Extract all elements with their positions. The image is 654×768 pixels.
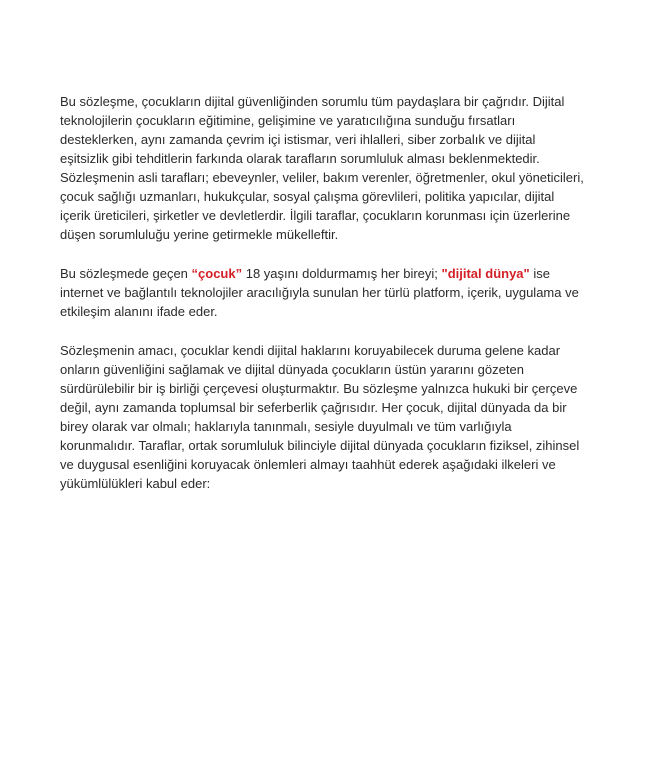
term-digital-world: "dijital dünya" [441,266,530,281]
term-child: “çocuk” [191,266,243,281]
paragraph-aim: Sözleşmenin amacı, çocuklar kendi dijital haklarını koruyabilecek duruma gelene kadar onların güvenliğini sağlamak ve dijital dünyada çocukların üstün yararını gözeten sürdürülebilir bir iş birliği çerçevesi oluşturmaktır. Bu sözleşme yalnızca hukuki bir çerçeve değil, aynı zamanda toplumsal bir seferberlik çağrısıdır. Her çocuk, dijital dünyada da bir birey olarak var olmalı; haklarıyla tanınmalı, sesiyle duyulmalı ve tüm varlığıyla korunmalıdır. Taraflar, ortak sorumluluk bilinciyle dijital dünyada çocukların fiziksel, zihinsel ve duygusal esenliğini koruyacak önlemleri almayı taahhüt ederek aşağıdaki ilkeleri ve yükümlülükleri kabul eder: [60,343,580,491]
definition-text-3: ise internet ve bağlantılı teknolojiler aracılığıyla sunulan her türlü platform, içerik, uygulama ve etkileşim alanını ifade eder. [60,266,579,319]
paragraph-definitions [60,264,584,321]
definition-text-2: 18 yaşını doldurmamış her bireyi; [242,266,442,281]
definition-text-1: Bu sözleşmede geçen [60,266,192,281]
paragraph-purpose-call: Bu sözleşme, çocukların dijital güvenliğinden sorumlu tüm paydaşlara bir çağrıdır. Dijital teknolojilerin çocukların eğitimine, gelişimine ve yaratıcılığına sunduğu fırsatları desteklerken, aynı zamanda çevrim içi istismar, veri ihlalleri, siber zorbalık ve dijital eşitsizlik gibi tehditlerin farkında olarak tarafların sorumluluk alması beklenmektedir. Sözleşmenin asli tarafları; ebeveynler, veliler, bakım verenler, öğretmenler, okul yöneticileri, çocuk sağlığı uzmanları, hukukçular, sosyal çalışma görevlileri, politika yapıcılar, dijital içerik üreticileri, şirketler ve devletlerdir. İlgili taraflar, çocukların korunması için üzerlerine düşen sorumluluğu yerine getirmekle mükelleftir. [60,94,584,242]
